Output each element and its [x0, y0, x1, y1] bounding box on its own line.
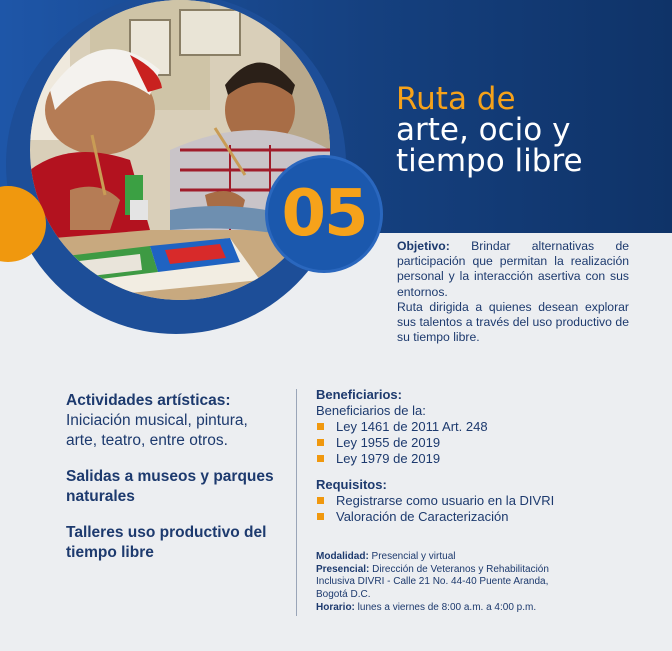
list-item [316, 435, 566, 451]
eligibility-column [316, 387, 566, 535]
activity-heading: Talleres uso productivo del tiempo libre [66, 524, 267, 561]
objective-paragraph [397, 239, 629, 345]
activities-list [66, 391, 281, 579]
presencial-value: Dirección de Veteranos y Rehabilitación Inclusiva DIVRI - Calle 21 No. 44-40 Puente Aranda, Bogotá D.C. [316, 563, 549, 601]
requirements-section [316, 477, 566, 525]
list-item-text: Ley 1979 de 2019 [336, 451, 441, 466]
square-bullet-icon [317, 423, 324, 430]
title-line-2: tiempo libre [396, 143, 583, 179]
activity-item [66, 391, 281, 451]
square-bullet-icon [317, 455, 324, 462]
modalidad-value: Presencial y virtual [368, 551, 456, 562]
list-item [316, 509, 566, 525]
title-line-1: arte, ocio y [396, 112, 571, 148]
requirements-list [316, 493, 566, 525]
square-bullet-icon [317, 513, 324, 520]
horario-label: Horario: [316, 601, 355, 613]
list-item-text: Ley 1461 de 2011 Art. 248 [336, 419, 488, 434]
list-item-text: Valoración de Caracterización [336, 509, 509, 524]
list-item [316, 451, 566, 467]
objective-text-2: Ruta dirigida a quienes desean explorar sus talentos a través del uso productivo de su tiempo libre. [397, 299, 629, 345]
activity-heading: Salidas a museos y parques naturales [66, 468, 274, 505]
activity-item [66, 467, 281, 507]
list-item-text: Registrarse como usuario en la DIVRI [336, 493, 555, 508]
column-divider [296, 389, 297, 616]
page-title [396, 81, 666, 179]
beneficiaries-list [316, 419, 566, 467]
section-number: 05 [281, 177, 367, 251]
objective-text: Brindar alternativas de participación que permitan la realización personal y la interacción asertiva con sus entornos. [397, 239, 629, 299]
activity-body: Iniciación musical, pintura, arte, teatro, entre otros. [66, 412, 248, 449]
beneficiaries-intro: Beneficiarios de la: [316, 403, 426, 418]
details-block [316, 551, 566, 615]
beneficiaries-heading: Beneficiarios: [316, 387, 402, 402]
horario-value: lunes a viernes de 8:00 a.m. a 4:00 p.m. [354, 601, 537, 613]
activity-item [66, 523, 281, 563]
requirements-heading: Requisitos: [316, 477, 387, 492]
section-number-badge [265, 155, 383, 273]
square-bullet-icon [317, 439, 324, 446]
list-item [316, 419, 566, 435]
presencial-label: Presencial: [316, 563, 370, 575]
list-item-text: Ley 1955 de 2019 [336, 435, 441, 450]
square-bullet-icon [317, 497, 324, 504]
activity-heading: Actividades artísticas: [66, 392, 231, 409]
modalidad-label: Modalidad: [316, 551, 369, 562]
objective-label: Objetivo: [397, 239, 450, 253]
list-item [316, 493, 566, 509]
title-accent-line: Ruta de [396, 81, 516, 117]
beneficiaries-section [316, 387, 566, 467]
